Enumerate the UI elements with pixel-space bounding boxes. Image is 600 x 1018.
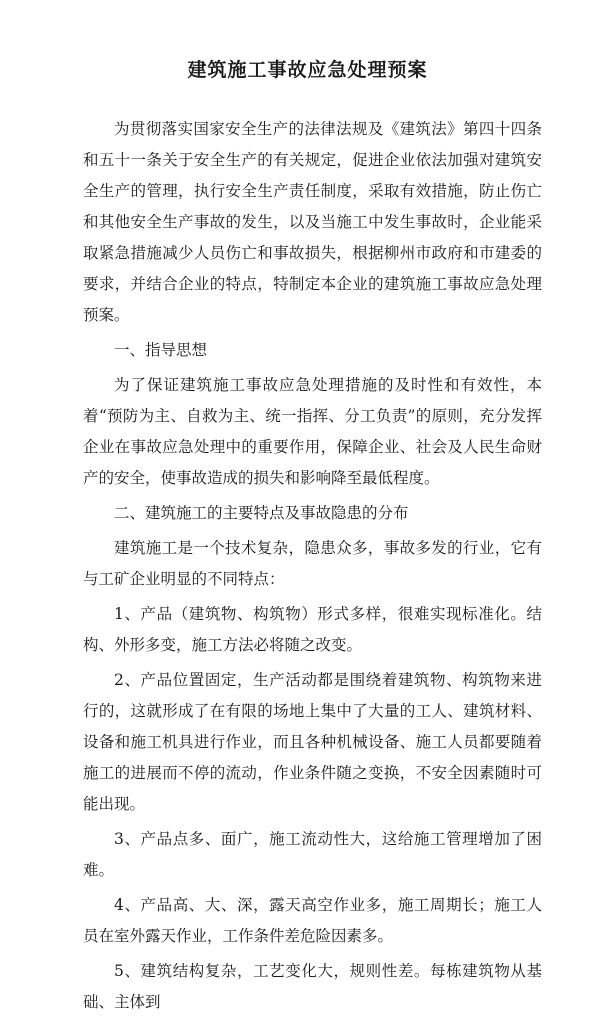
list-item: 4、产品高、大、深，露天高空作业多，施工周期长；施工人员在室外露天作业，工作条件差危险因素多。	[83, 896, 542, 945]
section2-heading: 二、建筑施工的主要特点及事故隐患的分布	[114, 504, 409, 522]
document-title: 建筑施工事故应急处理预案	[187, 59, 428, 81]
list-item: 3、产品点多、面广，施工流动性大，这给施工管理增加了困难。	[83, 830, 542, 879]
intro-paragraph: 为贯彻落实国家安全生产的法律法规及《建筑法》第四十四条和五十一条关于安全生产的有关规定，促进企业依法加强对建筑安全生产的管理，执行安全生产责任制度，采取有效措施，防止伤亡和其他安全生产事故的发生，以及当施工中发生事故时，企业能采取紧急措施减少人员伤亡和事故损失，根据柳州市政府和市建委的要求，并结合企业的特点，特制定本企业的建筑施工事故应急处理预案。	[83, 120, 542, 324]
section1-heading: 一、指导思想	[114, 341, 208, 359]
list-item: 2、产品位置固定，生产活动都是围绕着建筑物、构筑物来进行的，这就形成了在有限的场地上集中了大量的工人、建筑材料、设备和施工机具进行作业，而且各种机械设备、施工人员都要随着施工的进展而不停的流动，作业条件随之变换，不安全因素随时可能出现。	[83, 671, 542, 813]
list-item: 5、建筑结构复杂，工艺变化大，规则性差。每栋建筑物从基础、主体到	[83, 962, 542, 1011]
section1-paragraph: 为了保证建筑施工事故应急处理措施的及时性和有效性，本着“预防为主、自救为主、统一指挥、分工负责”的原则，充分发挥企业在事故应急处理中的重要作用，保障企业、社会及人民生命财产的安全，使事故造成的损失和影响降至最低程度。	[83, 376, 542, 487]
section2-intro-paragraph: 建筑施工是一个技术复杂，隐患众多，事故多发的行业，它有与工矿企业明显的不同特点：	[83, 539, 542, 588]
list-item: 1、产品（建筑物、构筑物）形式多样，很难实现标准化。结构、外形多变，施工方法必将随之改变。	[83, 605, 542, 654]
